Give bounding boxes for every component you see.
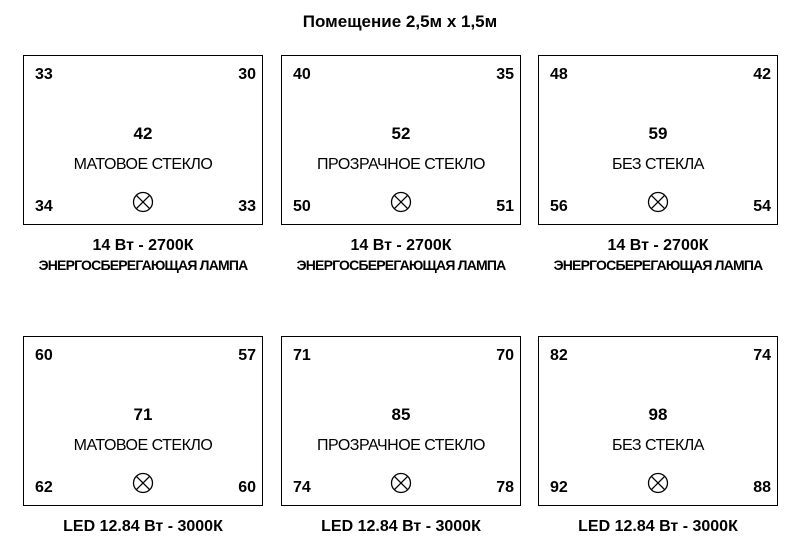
room-panel-1 bbox=[23, 55, 263, 225]
lamp-symbol-icon bbox=[390, 472, 412, 494]
room-panel-3 bbox=[538, 55, 778, 225]
lamp-symbol-icon bbox=[132, 472, 154, 494]
lamp-caption-3 bbox=[523, 236, 793, 274]
corner-value-top-right: 74 bbox=[753, 347, 771, 364]
glass-type-label: МАТОВОЕ СТЕКЛО bbox=[73, 437, 213, 454]
corner-value-bottom-right: 51 bbox=[496, 198, 514, 215]
corner-value-bottom-right: 88 bbox=[753, 479, 771, 496]
lamp-spec-label: LED 12.84 Вт - 3000К bbox=[321, 518, 481, 535]
corner-value-top-left: 33 bbox=[35, 66, 53, 83]
average-value: 42 bbox=[133, 124, 153, 143]
glass-type-label: ПРОЗРАЧНОЕ СТЕКЛО bbox=[317, 156, 485, 173]
corner-value-top-right: 30 bbox=[238, 66, 256, 83]
corner-value-top-right: 70 bbox=[496, 347, 514, 364]
corner-value-bottom-left: 34 bbox=[35, 198, 53, 215]
average-value: 85 bbox=[391, 405, 411, 424]
lamp-type-label: ЭНЕРГОСБЕРЕГАЮЩАЯ ЛАМПА bbox=[296, 257, 506, 273]
room-panel-4 bbox=[23, 336, 263, 506]
corner-value-top-left: 71 bbox=[293, 347, 311, 364]
corner-value-bottom-right: 33 bbox=[238, 198, 256, 215]
lamp-caption-1 bbox=[8, 236, 278, 274]
lamp-type-label: ЭНЕРГОСБЕРЕГАЮЩАЯ ЛАМПА bbox=[38, 257, 248, 273]
corner-value-top-right: 42 bbox=[753, 66, 771, 83]
corner-value-bottom-left: 92 bbox=[550, 479, 568, 496]
average-value: 71 bbox=[133, 405, 153, 424]
corner-value-bottom-left: 62 bbox=[35, 479, 53, 496]
glass-type-label: БЕЗ СТЕКЛА bbox=[612, 156, 704, 173]
glass-type-label: ПРОЗРАЧНОЕ СТЕКЛО bbox=[317, 437, 485, 454]
average-value: 52 bbox=[391, 124, 411, 143]
room-panel-2 bbox=[281, 55, 521, 225]
lamp-symbol-icon bbox=[390, 191, 412, 213]
lamp-spec-label: 14 Вт - 2700К bbox=[92, 237, 194, 254]
lamp-spec-label: 14 Вт - 2700К bbox=[607, 237, 709, 254]
lamp-caption-5 bbox=[266, 517, 536, 537]
lamp-symbol-icon bbox=[132, 191, 154, 213]
lamp-symbol-icon bbox=[647, 472, 669, 494]
corner-value-bottom-right: 54 bbox=[753, 198, 771, 215]
lamp-spec-label: LED 12.84 Вт - 3000К bbox=[578, 518, 738, 535]
average-value: 59 bbox=[648, 124, 668, 143]
corner-value-top-left: 40 bbox=[293, 66, 311, 83]
average-value: 98 bbox=[648, 405, 668, 424]
corner-value-bottom-left: 56 bbox=[550, 198, 568, 215]
lamp-spec-label: 14 Вт - 2700К bbox=[350, 237, 452, 254]
glass-type-label: МАТОВОЕ СТЕКЛО bbox=[73, 156, 213, 173]
corner-value-top-right: 35 bbox=[496, 66, 514, 83]
corner-value-top-left: 82 bbox=[550, 347, 568, 364]
diagram-title: Помещение 2,5м х 1,5м bbox=[302, 12, 498, 31]
corner-value-top-left: 60 bbox=[35, 347, 53, 364]
lamp-caption-2 bbox=[266, 236, 536, 274]
corner-value-top-left: 48 bbox=[550, 66, 568, 83]
corner-value-bottom-right: 60 bbox=[238, 479, 256, 496]
room-panel-5 bbox=[281, 336, 521, 506]
lamp-type-label: ЭНЕРГОСБЕРЕГАЮЩАЯ ЛАМПА bbox=[553, 257, 763, 273]
lamp-caption-6 bbox=[523, 517, 793, 537]
lamp-caption-4 bbox=[8, 517, 278, 537]
corner-value-bottom-left: 74 bbox=[293, 479, 311, 496]
room-panel-6 bbox=[538, 336, 778, 506]
lamp-spec-label: LED 12.84 Вт - 3000К bbox=[63, 518, 223, 535]
corner-value-bottom-left: 50 bbox=[293, 198, 311, 215]
lamp-symbol-icon bbox=[647, 191, 669, 213]
glass-type-label: БЕЗ СТЕКЛА bbox=[612, 437, 704, 454]
corner-value-top-right: 57 bbox=[238, 347, 256, 364]
corner-value-bottom-right: 78 bbox=[496, 479, 514, 496]
